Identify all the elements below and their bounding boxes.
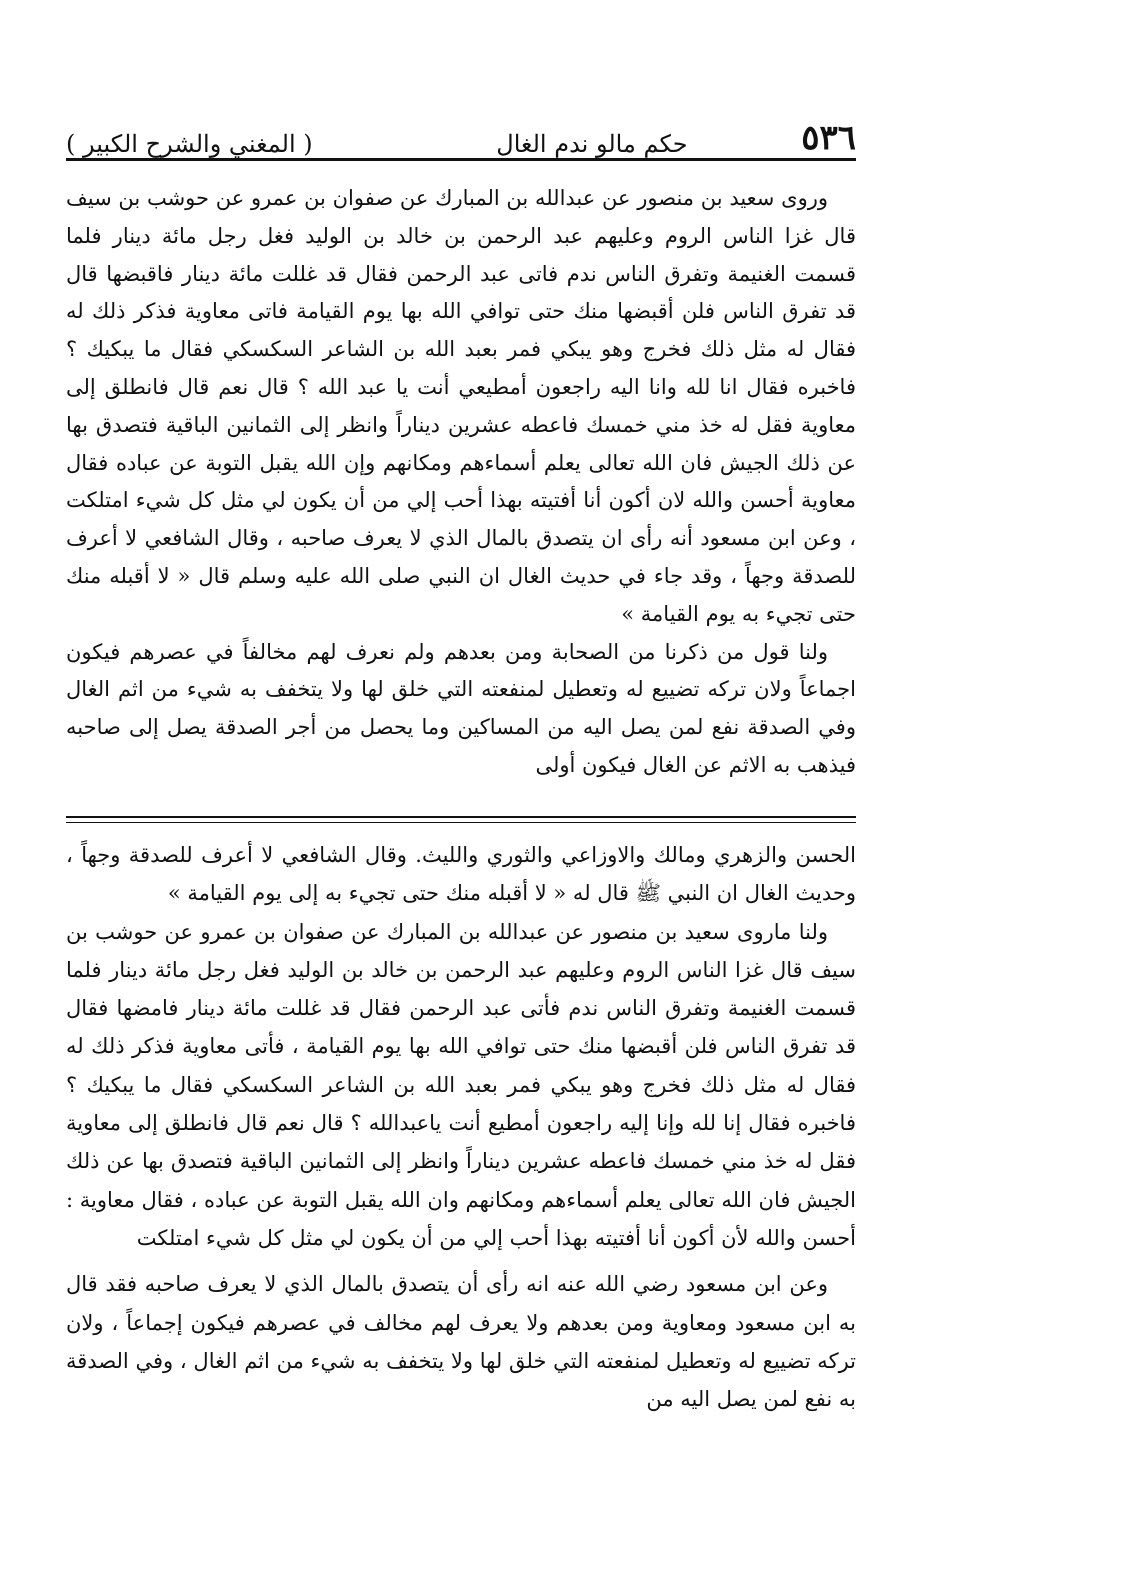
paragraph: ولنا قول من ذكرنا من الصحابة ومن بعدهم ولم نعرف لهم مخالفاً في عصرهم فيكون اجماعاً ولان تركه تضييع له وتعطيل لمنفعته التي خلق لها ولا يتخفف به شيء من اثم الغال وفي الصدقة نفع لمن يصل اليه من المساكين وما يحصل من أجر الصدقة يصل إلى صاحبه فيذهب به الاثم عن الغال فيكون أولى bbox=[66, 639, 856, 777]
upper-text-section bbox=[66, 180, 856, 785]
paragraph: وروى سعيد بن منصور عن عبدالله بن المبارك عن صفوان بن عمرو عن حوشب بن سيف قال غزا الناس الروم وعليهم عبد الرحمن بن خالد بن الوليد فغل رجل مائة دينار فلما قسمت الغنيمة وتفرق الناس ندم فاتى عبد الرحمن فقال قد غللت مائة دينار فاقبضها قال قد تفرق الناس فلن أقبضها منك حتى توافي الله بها يوم القيامة فاتى معاوية فذكر ذلك له فقال له مثل ذلك فخرج وهو يبكي فمر بعبد الله بن الشاعر السكسكي فقال ما يبكيك ؟ فاخبره فقال انا لله وانا اليه راجعون أمطيعي أنت يا عبد الله ؟ قال نعم قال فانطلق إلى معاوية فقل له خذ مني خمسك فاعطه عشرين ديناراً وانظر إلى الثمانين الباقية فتصدق بها عن ذلك الجيش فان الله تعالى يعلم أسماءهم ومكانهم وإن الله يقبل التوبة عن عباده فقال معاوية أحسن والله لان أكون أنا أفتيته بهذا أحب إلي من أن يكون لي مثل كل شيء امتلكت ، وعن ابن مسعود أنه رأى ان يتصدق بالمال الذي لا يعرف صاحبه ، وقال الشافعي لا أعرف للصدقة وجهاً ، وقد جاء في حديث الغال ان النبي صلى الله عليه وسلم قال « لا أقبله منك حتى تجيء به يوم القيامة » bbox=[66, 186, 856, 626]
section-divider-rule bbox=[66, 816, 856, 818]
page-number: ٥٣٦ bbox=[801, 118, 856, 158]
paragraph: الحسن والزهري ومالك والاوزاعي والثوري والليث. وقال الشافعي لا أعرف للصدقة وجهاً ، وحديث الغال ان النبي ﷺ قال له « لا أقبله منك حتى تجيء به إلى يوم القيامة » bbox=[66, 843, 856, 906]
page-header bbox=[66, 108, 856, 158]
section-divider-rule-thin bbox=[66, 822, 856, 823]
running-title: حكم مالو ندم الغال bbox=[496, 130, 688, 158]
header-rule bbox=[66, 158, 856, 161]
book-title: ( المغني والشرح الكبير ) bbox=[66, 130, 313, 158]
paragraph: وعن ابن مسعود رضي الله عنه انه رأى أن يتصدق بالمال الذي لا يعرف صاحبه فقد قال به ابن مسعود ومعاوية ومن بعدهم ولا يعرف لهم مخالف في عصرهم فيكون إجماعاً ، ولان تركه تضييع له وتعطيل لمنفعته التي خلق لها ولا يتخفف به شيء من اثم الغال ، وفي الصدقة به نفع لمن يصل اليه من bbox=[66, 1272, 856, 1412]
paragraph: ولنا ماروى سعيد بن منصور عن عبدالله بن المبارك عن صفوان بن عمرو عن حوشب بن سيف قال غزا الناس الروم وعليهم عبد الرحمن بن خالد بن الوليد فغل رجل مائة دينار فلما قسمت الغنيمة وتفرق الناس ندم فأتى عبد الرحمن فقال قد غللت مائة دينار فامضها فقال قد تفرق الناس فلن أقبضها منك حتى توافي الله بها يوم القيامة ، فأتى معاوية فذكر ذلك له فقال له مثل ذلك فخرج وهو يبكي فمر بعبد الله بن الشاعر السكسكي فقال ما يبكيك ؟ فاخبره فقال إنا لله وإنا إليه راجعون أمطيع أنت ياعبدالله ؟ قال نعم قال فانطلق إلى معاوية فقل له خذ مني خمسك فاعطه عشرين ديناراً وانظر إلى الثمانين الباقية فتصدق بها عن ذلك الجيش فان الله تعالى يعلم أسماءهم ومكانهم وان الله يقبل التوبة عن عباده ، فقال معاوية : أحسن والله لأن أكون أنا أفتيته بهذا أحب إلي من أن يكون لي مثل كل شيء امتلكت bbox=[66, 919, 856, 1250]
lower-text-section bbox=[66, 836, 856, 1418]
